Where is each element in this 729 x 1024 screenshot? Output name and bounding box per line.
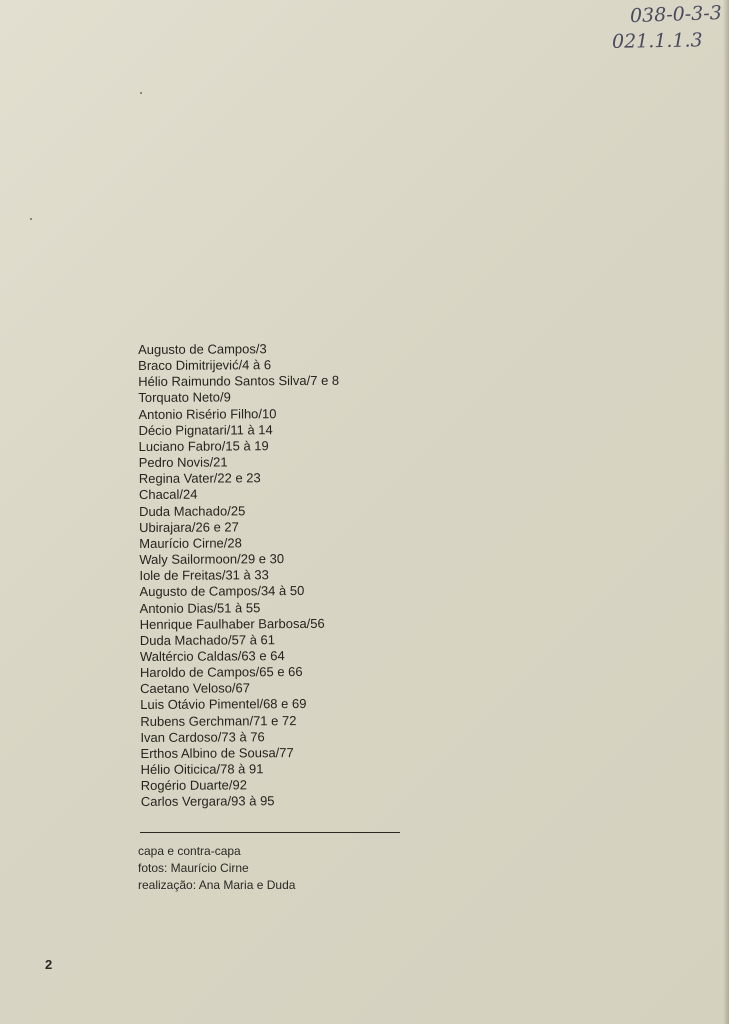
contents-entry: Duda Machado/25	[138, 502, 246, 519]
contents-entry: Erthos Albino de Sousa/77	[140, 744, 294, 761]
archive-code: 038-0-3-3	[629, 1, 723, 28]
contents-entry: Regina Vater/22 e 23	[138, 470, 261, 487]
page-edge-shadow	[723, 0, 729, 1024]
contents-entry: Augusto de Campos/34 à 50	[139, 583, 305, 600]
contents-entry: Henrique Faulhaber Barbosa/56	[139, 615, 325, 632]
contents-entry: Duda Machado/57 à 61	[139, 631, 276, 648]
contents-entry: Hélio Oiticica/78 à 91	[140, 761, 264, 778]
contents-entry: Carlos Vergara/93 à 95	[140, 793, 275, 810]
contents-entry: Décio Pignatari/11 à 14	[138, 421, 273, 438]
contents-entry: Waly Sailormoon/29 e 30	[139, 551, 285, 568]
archive-codes	[600, 2, 725, 54]
contents-entry: Ubirajara/26 e 27	[139, 519, 239, 535]
contents-list	[138, 340, 471, 811]
contents-entry: Haroldo de Campos/65 e 66	[139, 664, 303, 681]
credit-line: fotos: Maurício Cirne	[138, 861, 249, 875]
contents-entry: Braco Dimitrijević/4 à 6	[138, 357, 272, 374]
contents-entry: Caetano Veloso/67	[140, 680, 251, 697]
divider-rule	[140, 832, 400, 833]
page-number: 2	[45, 957, 53, 972]
contents-entry: Luis Otávio Pimentel/68 e 69	[140, 696, 307, 713]
paper-speck	[140, 92, 142, 94]
contents-entry: Rogério Duarte/92	[140, 777, 247, 794]
contents-entry: Iole de Freitas/31 à 33	[139, 567, 269, 584]
contents-entry: Maurício Cirne/28	[139, 535, 242, 551]
contents-entry: Waltércio Caldas/63 e 64	[139, 648, 285, 664]
contents-entry: Antonio Risério Filho/10	[138, 405, 277, 422]
contents-entry: Rubens Gerchman/71 e 72	[140, 712, 297, 729]
contents-entry: Luciano Fabro/15 à 19	[138, 438, 269, 454]
credit-line: capa e contra-capa	[138, 844, 241, 858]
contents-entry: Augusto de Campos/3	[138, 341, 267, 357]
credit-line: realização: Ana Maria e Duda	[138, 878, 296, 892]
credits-block	[138, 843, 438, 894]
contents-entry: Hélio Raimundo Santos Silva/7 e 8	[138, 373, 340, 390]
contents-entry: Torquato Neto/9	[138, 389, 231, 406]
archive-code: 021.1.1.3	[611, 29, 703, 53]
contents-entry: Chacal/24	[138, 487, 198, 503]
contents-entry: Pedro Novis/21	[138, 454, 228, 471]
contents-entry: Antonio Dias/51 à 55	[139, 599, 261, 616]
contents-entry: Ivan Cardoso/73 à 76	[140, 728, 265, 745]
paper-speck	[30, 218, 32, 220]
